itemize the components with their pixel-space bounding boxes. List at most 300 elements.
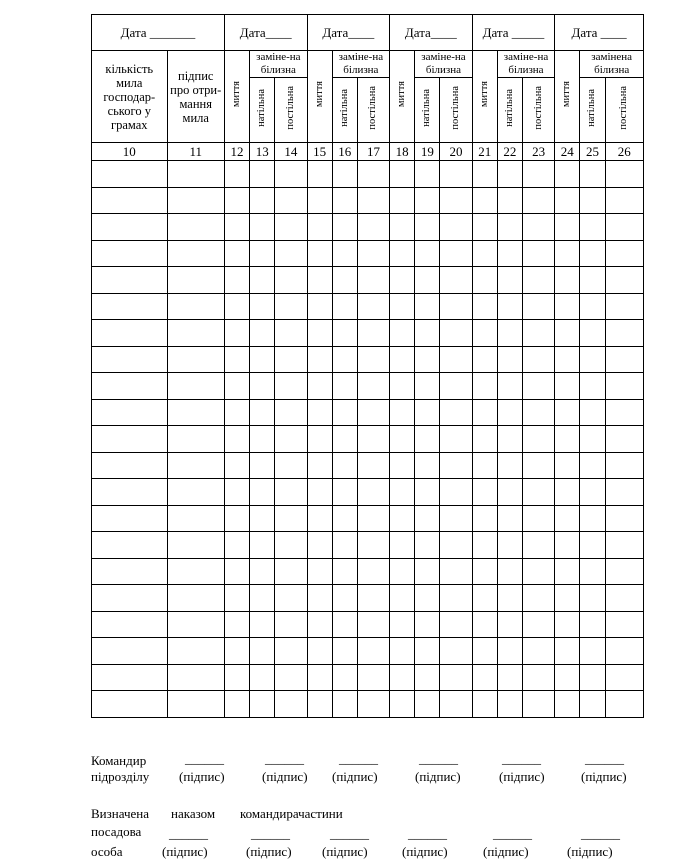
soap-quantity-header: кількість мила господар-ського у грамах xyxy=(92,51,168,143)
table-row xyxy=(92,214,644,241)
empty-cell xyxy=(555,505,580,532)
empty-cell xyxy=(472,293,497,320)
date-header-5: Дата _____ xyxy=(472,15,555,51)
empty-cell xyxy=(555,611,580,638)
signature-caption: (підпис) xyxy=(179,769,225,784)
empty-cell xyxy=(522,479,554,506)
empty-cell xyxy=(357,240,389,267)
empty-cell xyxy=(332,532,357,559)
table-row xyxy=(92,346,644,373)
empty-cell xyxy=(92,691,168,718)
empty-cell xyxy=(307,293,332,320)
column-number-row xyxy=(92,143,644,161)
table-row xyxy=(92,452,644,479)
column-number: 18 xyxy=(390,143,415,161)
empty-cell xyxy=(555,532,580,559)
washing-header: миття xyxy=(307,51,332,143)
empty-cell xyxy=(580,293,605,320)
empty-cell xyxy=(580,585,605,612)
empty-cell xyxy=(275,558,307,585)
empty-cell xyxy=(307,638,332,665)
empty-cell xyxy=(390,267,415,294)
empty-cell xyxy=(605,267,643,294)
signature-blank: ______ xyxy=(408,826,447,841)
empty-cell xyxy=(332,452,357,479)
date-header-1: Дата _______ xyxy=(92,15,225,51)
table-row xyxy=(92,187,644,214)
empty-cell xyxy=(357,558,389,585)
empty-cell xyxy=(472,214,497,241)
empty-cell xyxy=(250,293,275,320)
empty-cell xyxy=(415,373,440,400)
empty-cell xyxy=(555,267,580,294)
empty-cell xyxy=(522,320,554,347)
empty-cell xyxy=(92,558,168,585)
empty-cell xyxy=(332,691,357,718)
empty-cell xyxy=(415,479,440,506)
empty-cell xyxy=(332,664,357,691)
empty-cell xyxy=(275,187,307,214)
column-number: 25 xyxy=(580,143,605,161)
empty-cell xyxy=(415,187,440,214)
empty-cell xyxy=(605,373,643,400)
empty-cell xyxy=(580,691,605,718)
empty-cell xyxy=(472,187,497,214)
washing-header: миття xyxy=(390,51,415,143)
empty-cell xyxy=(92,267,168,294)
empty-cell xyxy=(497,293,522,320)
empty-cell xyxy=(224,479,249,506)
empty-cell xyxy=(250,346,275,373)
empty-cell xyxy=(92,505,168,532)
empty-cell xyxy=(497,399,522,426)
empty-cell xyxy=(275,611,307,638)
column-number: 13 xyxy=(250,143,275,161)
washing-header: миття xyxy=(555,51,580,143)
empty-cell xyxy=(167,479,224,506)
empty-cell xyxy=(605,638,643,665)
empty-cell xyxy=(440,532,472,559)
signature-blank: ______ xyxy=(330,826,369,841)
column-number: 24 xyxy=(555,143,580,161)
signature-blank: ______ xyxy=(185,751,224,766)
empty-cell xyxy=(357,611,389,638)
empty-cell xyxy=(522,293,554,320)
empty-cell xyxy=(605,691,643,718)
empty-cell xyxy=(357,664,389,691)
empty-cell xyxy=(472,691,497,718)
empty-cell xyxy=(224,320,249,347)
empty-cell xyxy=(167,346,224,373)
empty-cell xyxy=(167,452,224,479)
empty-cell xyxy=(580,267,605,294)
empty-cell xyxy=(497,505,522,532)
empty-cell xyxy=(250,558,275,585)
empty-cell xyxy=(605,399,643,426)
official-label-word: наказом xyxy=(171,806,216,821)
empty-cell xyxy=(92,611,168,638)
empty-cell xyxy=(167,426,224,453)
bed-linen-header: постільна xyxy=(440,78,472,143)
empty-cell xyxy=(275,214,307,241)
empty-cell xyxy=(167,399,224,426)
empty-cell xyxy=(472,452,497,479)
empty-cell xyxy=(497,267,522,294)
signature-caption: (підпис) xyxy=(322,844,368,859)
empty-cell xyxy=(497,187,522,214)
empty-cell xyxy=(605,479,643,506)
table-row xyxy=(92,161,644,188)
empty-cell xyxy=(472,346,497,373)
empty-cell xyxy=(357,320,389,347)
empty-cell xyxy=(555,240,580,267)
signature-caption: (підпис) xyxy=(262,769,308,784)
signature-caption: (підпис) xyxy=(483,844,529,859)
empty-cell xyxy=(555,320,580,347)
empty-cell xyxy=(497,346,522,373)
empty-cell xyxy=(440,373,472,400)
empty-cell xyxy=(250,505,275,532)
column-number: 26 xyxy=(605,143,643,161)
empty-cell xyxy=(555,399,580,426)
empty-cell xyxy=(390,399,415,426)
empty-cell xyxy=(92,293,168,320)
column-number: 23 xyxy=(522,143,554,161)
empty-cell xyxy=(92,638,168,665)
empty-cell xyxy=(224,214,249,241)
empty-cell xyxy=(250,214,275,241)
empty-cell xyxy=(497,452,522,479)
empty-cell xyxy=(522,558,554,585)
empty-cell xyxy=(497,585,522,612)
empty-cell xyxy=(275,664,307,691)
empty-cell xyxy=(275,505,307,532)
empty-cell xyxy=(472,611,497,638)
signature-blank: ______ xyxy=(502,751,541,766)
empty-cell xyxy=(390,505,415,532)
empty-cell xyxy=(580,426,605,453)
empty-cell xyxy=(522,426,554,453)
empty-cell xyxy=(580,214,605,241)
empty-cell xyxy=(472,161,497,188)
empty-cell xyxy=(307,161,332,188)
table-row xyxy=(92,638,644,665)
empty-cell xyxy=(605,320,643,347)
empty-cell xyxy=(224,452,249,479)
empty-cell xyxy=(357,293,389,320)
table-row xyxy=(92,426,644,453)
empty-cell xyxy=(275,532,307,559)
empty-cell xyxy=(307,373,332,400)
empty-cell xyxy=(522,452,554,479)
signature-blank: ______ xyxy=(169,826,208,841)
bed-linen-header: постільна xyxy=(275,78,307,143)
empty-cell xyxy=(497,161,522,188)
empty-cell xyxy=(497,240,522,267)
empty-cell xyxy=(580,664,605,691)
empty-cell xyxy=(440,611,472,638)
empty-cell xyxy=(522,532,554,559)
empty-cell xyxy=(555,479,580,506)
empty-cell xyxy=(440,505,472,532)
empty-cell xyxy=(522,638,554,665)
empty-cell xyxy=(472,638,497,665)
empty-cell xyxy=(357,452,389,479)
empty-cell xyxy=(555,558,580,585)
empty-cell xyxy=(250,267,275,294)
empty-cell xyxy=(522,267,554,294)
empty-cell xyxy=(605,187,643,214)
signature-caption: (підпис) xyxy=(567,844,613,859)
empty-cell xyxy=(555,452,580,479)
empty-cell xyxy=(605,161,643,188)
empty-cell xyxy=(522,161,554,188)
soap-linen-register-table xyxy=(91,14,644,718)
empty-cell xyxy=(92,585,168,612)
empty-cell xyxy=(440,214,472,241)
date-header-6: Дата ____ xyxy=(555,15,644,51)
empty-cell xyxy=(415,452,440,479)
empty-cell xyxy=(275,691,307,718)
empty-cell xyxy=(167,664,224,691)
empty-cell xyxy=(357,691,389,718)
empty-cell xyxy=(275,373,307,400)
empty-cell xyxy=(390,452,415,479)
empty-cell xyxy=(580,320,605,347)
empty-cell xyxy=(472,320,497,347)
empty-cell xyxy=(307,558,332,585)
empty-cell xyxy=(390,585,415,612)
empty-cell xyxy=(357,426,389,453)
empty-cell xyxy=(224,187,249,214)
empty-cell xyxy=(580,558,605,585)
empty-cell xyxy=(357,161,389,188)
empty-cell xyxy=(92,399,168,426)
empty-cell xyxy=(415,505,440,532)
empty-cell xyxy=(307,479,332,506)
column-number: 14 xyxy=(275,143,307,161)
official-signature-block xyxy=(91,806,651,860)
official-label-line3: особа xyxy=(91,844,123,859)
empty-cell xyxy=(522,373,554,400)
column-number: 11 xyxy=(167,143,224,161)
empty-cell xyxy=(224,426,249,453)
empty-cell xyxy=(472,479,497,506)
empty-cell xyxy=(332,585,357,612)
empty-cell xyxy=(580,479,605,506)
empty-cell xyxy=(275,426,307,453)
empty-cell xyxy=(472,267,497,294)
empty-cell xyxy=(224,532,249,559)
empty-cell xyxy=(167,214,224,241)
empty-cell xyxy=(555,691,580,718)
signature-blank: ______ xyxy=(493,826,532,841)
empty-cell xyxy=(555,187,580,214)
official-label-word: командирачастини xyxy=(240,806,343,821)
empty-cell xyxy=(332,611,357,638)
empty-cell xyxy=(307,214,332,241)
empty-cell xyxy=(555,293,580,320)
empty-cell xyxy=(605,585,643,612)
empty-cell xyxy=(415,240,440,267)
empty-cell xyxy=(357,187,389,214)
empty-cell xyxy=(224,373,249,400)
empty-cell xyxy=(332,161,357,188)
empty-cell xyxy=(497,214,522,241)
empty-cell xyxy=(92,426,168,453)
empty-cell xyxy=(555,214,580,241)
empty-cell xyxy=(167,532,224,559)
empty-cell xyxy=(580,346,605,373)
empty-cell xyxy=(390,214,415,241)
empty-cell xyxy=(522,187,554,214)
empty-cell xyxy=(605,452,643,479)
empty-cell xyxy=(522,691,554,718)
empty-cell xyxy=(605,293,643,320)
receipt-signature-header: підпис про отри-мання мила xyxy=(167,51,224,143)
empty-cell xyxy=(415,346,440,373)
empty-cell xyxy=(440,399,472,426)
empty-cell xyxy=(250,479,275,506)
empty-cell xyxy=(390,558,415,585)
empty-cell xyxy=(357,638,389,665)
empty-cell xyxy=(390,187,415,214)
empty-cell xyxy=(92,532,168,559)
empty-cell xyxy=(580,532,605,559)
empty-cell xyxy=(522,664,554,691)
bed-linen-header: постільна xyxy=(605,78,643,143)
linen-changed-header: заміне-на білизна xyxy=(415,51,472,78)
column-number: 22 xyxy=(497,143,522,161)
empty-cell xyxy=(522,611,554,638)
empty-cell xyxy=(275,320,307,347)
column-number: 15 xyxy=(307,143,332,161)
empty-cell xyxy=(275,638,307,665)
empty-cell xyxy=(167,505,224,532)
empty-cell xyxy=(497,373,522,400)
empty-cell xyxy=(415,293,440,320)
empty-cell xyxy=(332,293,357,320)
empty-cell xyxy=(250,611,275,638)
empty-cell xyxy=(250,399,275,426)
empty-cell xyxy=(390,293,415,320)
empty-cell xyxy=(522,346,554,373)
signature-blank: ______ xyxy=(265,751,304,766)
empty-cell xyxy=(440,346,472,373)
empty-cell xyxy=(390,691,415,718)
empty-cell xyxy=(167,293,224,320)
empty-cell xyxy=(472,664,497,691)
empty-cell xyxy=(390,638,415,665)
empty-cell xyxy=(92,161,168,188)
empty-cell xyxy=(332,373,357,400)
signature-caption: (підпис) xyxy=(162,844,208,859)
empty-cell xyxy=(167,585,224,612)
empty-cell xyxy=(390,161,415,188)
empty-cell xyxy=(440,267,472,294)
empty-cell xyxy=(250,638,275,665)
empty-cell xyxy=(472,558,497,585)
linen-changed-header: замінена білизна xyxy=(580,51,644,78)
empty-cell xyxy=(250,320,275,347)
linen-changed-header: заміне-на білизна xyxy=(332,51,389,78)
empty-cell xyxy=(472,505,497,532)
empty-cell xyxy=(415,585,440,612)
empty-cell xyxy=(224,293,249,320)
table-row xyxy=(92,691,644,718)
empty-cell xyxy=(332,426,357,453)
empty-cell xyxy=(92,240,168,267)
empty-cell xyxy=(497,638,522,665)
empty-cell xyxy=(332,558,357,585)
empty-cell xyxy=(224,399,249,426)
official-label-word: Визначена xyxy=(91,806,150,821)
empty-cell xyxy=(224,267,249,294)
empty-cell xyxy=(472,373,497,400)
washing-header: миття xyxy=(472,51,497,143)
empty-cell xyxy=(357,267,389,294)
signature-caption: (підпис) xyxy=(581,769,627,784)
empty-cell xyxy=(390,426,415,453)
signature-caption: (підпис) xyxy=(332,769,378,784)
empty-cell xyxy=(275,479,307,506)
empty-cell xyxy=(580,638,605,665)
empty-cell xyxy=(440,691,472,718)
table-row xyxy=(92,479,644,506)
empty-cell xyxy=(605,664,643,691)
empty-cell xyxy=(92,320,168,347)
empty-cell xyxy=(440,293,472,320)
empty-cell xyxy=(332,267,357,294)
signature-blank: ______ xyxy=(339,751,378,766)
empty-cell xyxy=(497,691,522,718)
empty-cell xyxy=(224,161,249,188)
empty-cell xyxy=(497,320,522,347)
empty-cell xyxy=(580,452,605,479)
body-linen-header: натільна xyxy=(250,78,275,143)
empty-cell xyxy=(275,346,307,373)
empty-cell xyxy=(224,505,249,532)
empty-cell xyxy=(472,399,497,426)
empty-cell xyxy=(415,532,440,559)
empty-cell xyxy=(92,346,168,373)
empty-cell xyxy=(332,505,357,532)
empty-cell xyxy=(167,558,224,585)
empty-cell xyxy=(167,638,224,665)
empty-cell xyxy=(390,479,415,506)
empty-cell xyxy=(415,664,440,691)
empty-cell xyxy=(555,373,580,400)
table-row xyxy=(92,373,644,400)
table-row xyxy=(92,240,644,267)
body-linen-header: натільна xyxy=(497,78,522,143)
empty-cell xyxy=(497,558,522,585)
table-row xyxy=(92,664,644,691)
empty-cell xyxy=(275,267,307,294)
empty-cell xyxy=(580,240,605,267)
empty-cell xyxy=(555,346,580,373)
signature-caption: (підпис) xyxy=(499,769,545,784)
empty-cell xyxy=(555,638,580,665)
empty-cell xyxy=(250,664,275,691)
empty-cell xyxy=(440,558,472,585)
empty-cell xyxy=(250,452,275,479)
empty-cell xyxy=(250,187,275,214)
commander-signature-block xyxy=(91,753,651,787)
empty-cell xyxy=(440,638,472,665)
empty-cell xyxy=(357,373,389,400)
empty-cell xyxy=(357,399,389,426)
